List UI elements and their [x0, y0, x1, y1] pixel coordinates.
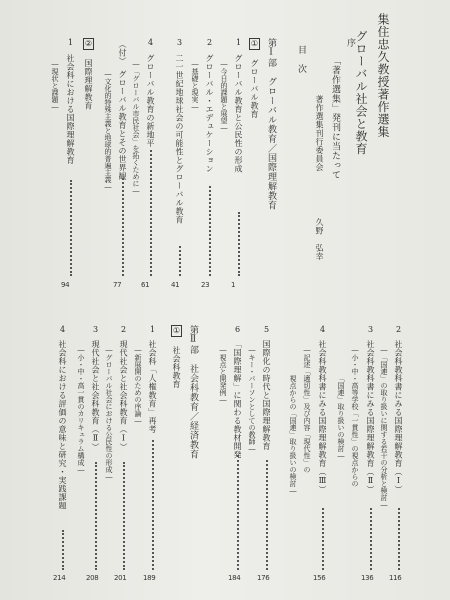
toc-entry-p1s2-2-page: 116 — [389, 574, 402, 582]
part1-section2-number: ② — [84, 39, 93, 49]
toc-entry-p1s2-2-title: 社会科教科書にみる国際理解教育（Ⅰ） — [394, 340, 403, 494]
preface-editor: 久野 弘幸 — [315, 218, 324, 261]
leader-dots — [370, 508, 372, 570]
leader-dots — [209, 186, 211, 276]
toc-entry-p2s1-3-page: 208 — [86, 574, 99, 582]
toc-entry-p2s1-1-number: 1 — [148, 325, 157, 335]
toc-entry-p1s2-5-subtitle: ―キー・パーソンとしての教師― — [248, 346, 256, 453]
leader-dots — [70, 180, 72, 276]
toc-entry-p2s1-2-subtitle: ―グローバル社会における公民性の形成― — [105, 346, 113, 481]
toc-entry-p2s1-4-number: 4 — [58, 325, 67, 335]
part1-label: 第Ⅰ部 グローバル教育／国際理解教育 — [266, 38, 276, 210]
toc-entry-p1s2-6-title: 「国際理解」に関わる教材開発 — [233, 340, 242, 459]
toc-entry-p1s1-2-title: グローバル・エデュケーション — [205, 54, 214, 173]
contents-heading: 目 次 — [296, 45, 306, 74]
toc-entry-p1s2-3-page: 136 — [361, 574, 374, 582]
part1-section1-heading — [250, 38, 258, 119]
part1-section1-number: ① — [250, 39, 259, 49]
part2-section1-number: ① — [172, 326, 181, 336]
preface-heading: 「著作選集」発刊に当たって — [330, 56, 340, 180]
toc-entry-p1s2-2-number: 2 — [394, 325, 403, 335]
part1-section1-title: グローバル教育 — [250, 59, 259, 119]
toc-entry-p2s1-2-page: 201 — [114, 574, 127, 582]
leader-dots — [398, 508, 400, 570]
toc-entry-p1s1-2-page: 23 — [201, 281, 210, 289]
toc-entry-p1s1-3-page: 41 — [171, 281, 180, 289]
toc-entry-p1s2-6-page: 184 — [228, 574, 241, 582]
toc-entry-p1s1-2-number: 2 — [205, 38, 214, 48]
toc-entry-p2s1-2-number: 2 — [119, 325, 128, 335]
appendix-subtitle: ―文化的特殊主義と地球的普遍主義― — [104, 70, 112, 191]
toc-entry-p1s1-4-subtitle: ―「グローバル市民社会」を拓くために― — [132, 60, 140, 195]
leader-dots — [95, 462, 97, 570]
toc-entry-p1s1-4-number: 4 — [146, 38, 155, 48]
toc-entry-p1s2-4-page: 156 — [313, 574, 326, 582]
toc-entry-p1s2-5-title: 国際化の時代と国際理解教育 — [262, 340, 271, 451]
toc-entry-p2s1-2-title: 現代社会と社会科教育（Ⅰ） — [119, 340, 128, 452]
toc-entry-p2s1-3-title: 現代社会と社会科教育（Ⅱ） — [91, 340, 100, 452]
leader-dots — [266, 460, 268, 570]
toc-entry-p1s2-4-number: 4 — [318, 325, 327, 335]
toc-entry-p1s1-2-subtitle: ―基礎と現実― — [191, 60, 199, 111]
toc-entry-p2s1-1-title: 社会科「人権教育」再考 — [148, 340, 157, 434]
toc-entry-p1s1-1-subtitle: ―今日的課題と展望― — [220, 60, 228, 132]
leader-dots — [62, 530, 64, 570]
toc-entry-p1s1-4-title: グローバル教育の新地平 — [146, 54, 155, 148]
leader-dots — [322, 508, 324, 570]
toc-entry-p1s2-1-subtitle: ―現状と課題― — [51, 60, 59, 111]
toc-entry-p1s2-4-subtitle-2: 視点からの「国連」取り扱いの検討― — [289, 375, 297, 495]
toc-entry-p1s2-3-subtitle-2: 「国連」取り扱いの検討― — [337, 375, 345, 460]
leader-dots — [152, 440, 154, 570]
toc-entry-p1s2-3-title: 社会科教科書にみる国際理解教育（Ⅱ） — [366, 340, 375, 494]
toc-entry-p1s1-1-title: グローバル教育と公民性の形成 — [234, 54, 243, 173]
toc-entry-p2s1-4-page: 214 — [53, 574, 66, 582]
appendix-page: 77 — [113, 281, 122, 289]
toc-entry-p1s1-3-number: 3 — [175, 38, 184, 48]
part2-section1-title: 社会科教育 — [172, 346, 181, 389]
toc-entry-p1s2-3-number: 3 — [366, 325, 375, 335]
toc-entry-p2s1-1-subtitle: ―新展開のための序論― — [134, 346, 142, 425]
toc-entry-p1s2-4-subtitle-1: ―記述「適切性」及び内容「現代性」の — [303, 346, 311, 473]
part1-section2-heading — [84, 38, 92, 110]
toc-entry-p1s2-2-subtitle: ―「国連」の取り扱いに関する若干の分析と検討― — [380, 346, 388, 509]
appendix-title: グローバル教育とその世界観 — [118, 70, 127, 181]
appendix-label: （付） — [118, 40, 127, 66]
toc-entry-p2s1-1-page: 189 — [143, 574, 156, 582]
book-subtitle: グローバル社会と教育 — [354, 30, 368, 155]
preface-committee: 著作選集刊行委員会 — [315, 95, 324, 172]
toc-entry-p1s2-1-title: 社会科における国際理解教育 — [66, 54, 75, 165]
preface-label: 序 — [345, 38, 355, 48]
toc-entry-p1s2-1-number: 1 — [66, 38, 75, 48]
toc-entry-p1s2-5-number: 5 — [262, 325, 271, 335]
toc-entry-p2s1-4-title: 社会科における評価の意味と研究・実践課題 — [58, 340, 67, 510]
toc-entry-p1s2-6-subtitle: ―視点と開発例― — [219, 346, 227, 404]
toc-entry-p1s1-3-title: 二一世紀地球社会の可能性とグローバル教育 — [175, 54, 184, 224]
series-title: 集住忠久教授著作選集 — [376, 13, 390, 138]
part2-label: 第Ⅱ部 社会科教育／経済教育 — [188, 325, 198, 459]
toc-entry-p2s1-3-number: 3 — [91, 325, 100, 335]
toc-entry-p1s1-4-page: 61 — [141, 281, 150, 289]
part2-section1-heading — [172, 325, 180, 389]
leader-dots — [123, 462, 125, 570]
toc-entry-p1s2-4-title: 社会科教科書にみる国際理解教育（Ⅲ） — [318, 340, 327, 494]
toc-entry-p1s1-1-number: 1 — [234, 38, 243, 48]
leader-dots — [238, 212, 240, 276]
part1-section2-title: 国際理解教育 — [84, 59, 93, 110]
leader-dots — [122, 178, 124, 276]
toc-entry-p1s1-1-page: 1 — [231, 281, 236, 289]
toc-entry-p1s2-6-number: 6 — [233, 325, 242, 335]
toc-entry-p1s2-1-page: 94 — [61, 281, 70, 289]
leader-dots — [237, 455, 239, 570]
toc-entry-p1s2-5-page: 176 — [257, 574, 270, 582]
leader-dots — [179, 246, 181, 276]
leader-dots — [150, 150, 152, 276]
toc-entry-p2s1-3-subtitle: ―小・中・高一貫のカリキュラム構成― — [77, 346, 85, 474]
toc-entry-p1s2-3-subtitle-1: ―小・中・高等学校「一貫性」の視点からの — [351, 346, 359, 487]
